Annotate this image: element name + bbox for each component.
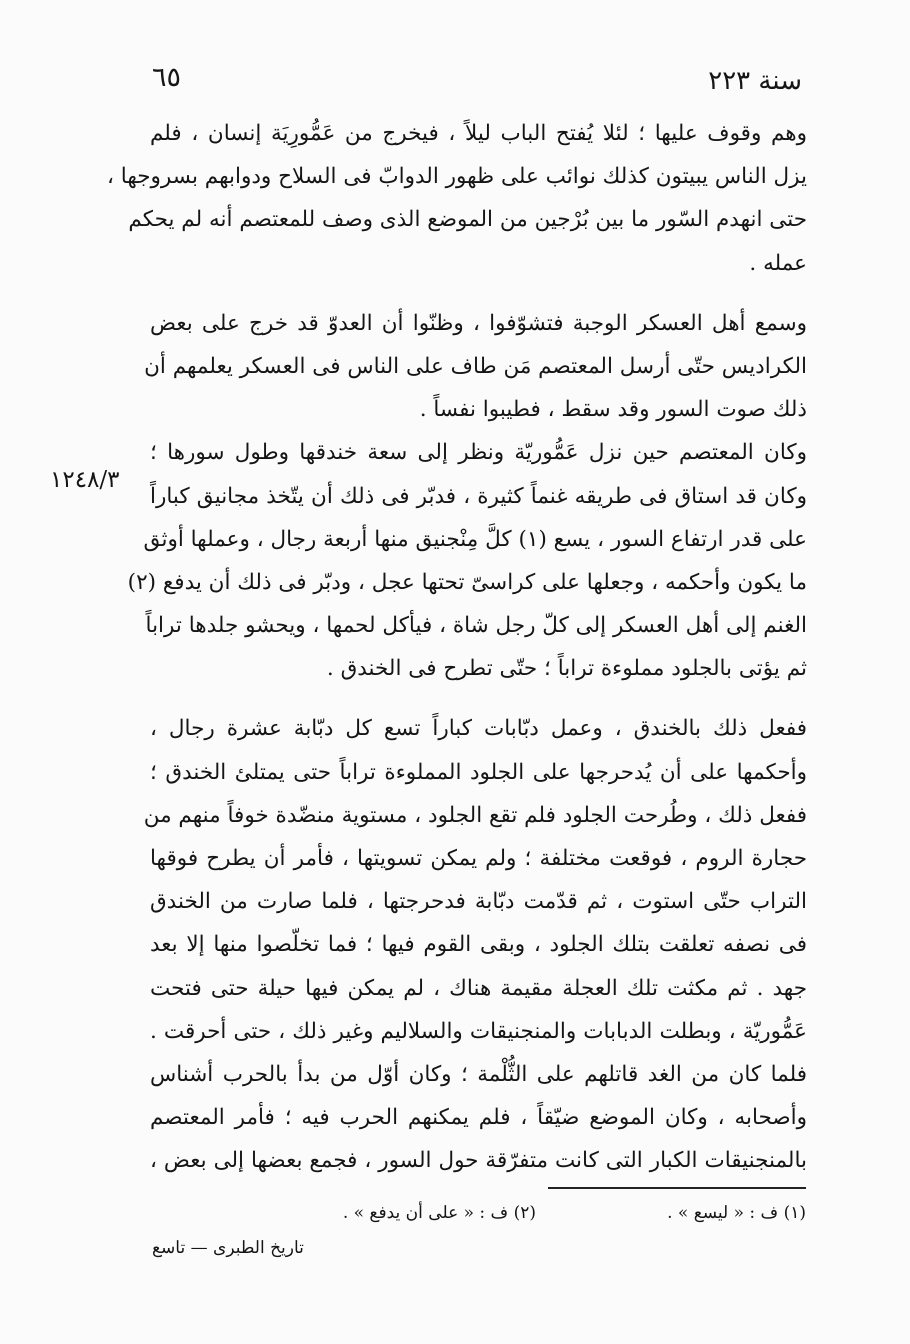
paragraph <box>107 112 807 285</box>
text-line: عَمُّوريّة ، وبطلت الدبابات والمنجنيقات والسلاليم وغير ذلك ، حتى أحرقت . <box>150 1018 807 1044</box>
signature-mark: تاريخ الطبرى — تاسع <box>152 1238 304 1258</box>
body-text <box>107 112 807 1183</box>
text-line: ما يكون وأحكمه ، وجعلها على كراسىّ تحتها عجل ، ودبّر فى ذلك أن يدفع (٢) <box>127 569 807 595</box>
text-line: ثم يؤتى بالجلود مملوءة تراباً ؛ حتّى تطرح فى الخندق . <box>326 656 807 682</box>
text-line: الكراديس حتّى أرسل المعتصم مَن طاف على الناس فى العسكر يعلمهم أن <box>144 353 807 379</box>
text-line: الغنم إلى أهل العسكر إلى كلّ رجل شاة ، فيأكل لحمها ، ويحشو جلدها تراباً <box>145 613 807 639</box>
text-line: ففعل ذلك ، وطُرحت الجلود فلم تقع الجلود ، مستوية منضّدة خوفاً منهم من <box>143 802 807 828</box>
text-line: وكان قد استاق فى طريقه غنماً كثيرة ، فدبّر فى ذلك أن يتّخذ مجانيق كباراً <box>150 483 807 509</box>
text-line: وهم وقوف عليها ؛ لئلا يُفتح الباب ليلاً ، فيخرج من عَمُّورِيَة إنسان ، فلم <box>150 121 807 146</box>
text-line: عمله . <box>749 250 807 276</box>
text-line: فلما كان من الغد قاتلهم على الثُّلْمة ؛ وكان أوّل من بدأ بالحرب أشناس <box>150 1061 807 1087</box>
text-line: ففعل ذلك بالخندق ، وعمل دبّابات كباراً تسع كل دبّابة عشرة رجال ، <box>150 716 807 742</box>
text-line: جهد . ثم مكثت تلك العجلة مقيمة هناك ، لم يمكن فيها حيلة حتى فتحت <box>150 975 807 1001</box>
text-line: حجارة الروم ، فوقعت مختلفة ؛ ولم يمكن تسويتها ، فأمر أن يطرح فوقها <box>150 846 807 871</box>
page-number: ٦٥ <box>152 62 182 93</box>
text-line: ذلك صوت السور وقد سقط ، فطيبوا نفساً . <box>419 397 807 423</box>
text-line: وأصحابه ، وكان الموضع ضيّقاً ، فلم يمكنهم الحرب فيه ؛ فأمر المعتصم <box>150 1105 807 1131</box>
text-line: يزل الناس يبيتون كذلك نوائب على ظهور الدوابّ فى السلاح ودوابهم بسروجها ، <box>107 164 807 190</box>
footnote-2: (٢) ف : « على أن يدفع » . <box>342 1203 536 1223</box>
year-header: سنة ٢٢٣ <box>708 66 802 96</box>
text-line: فى نصفه تعلقت بتلك الجلود ، وبقى القوم فيها ؛ فما تخلّصوا منها إلا بعد <box>150 932 807 958</box>
text-line: وأحكمها على أن يُدحرجها على الجلود المملوءة تراباً حتى يمتلئ الخندق ؛ <box>150 759 807 785</box>
paragraph <box>143 707 807 1053</box>
text-line: حتى انهدم السّور ما بين بُرْجين من الموضع الذى وصف للمعتصم أنه لم يحكم <box>128 207 807 233</box>
paragraph <box>150 1053 807 1183</box>
footnote-divider <box>548 1187 806 1189</box>
paragraph <box>144 302 807 432</box>
text-line: التراب حتّى استوت ، ثم قدّمت دبّابة فدحرجتها ، فلما صارت من الخندق <box>150 889 807 915</box>
paragraph <box>127 431 807 690</box>
text-line: وكان المعتصم حين نزل عَمُّوريّة ونظر إلى سعة خندقها وطول سورها ؛ <box>150 440 807 466</box>
text-line: بالمنجنيقات الكبار التى كانت متفرّقة حول السور ، فجمع بعضها إلى بعض ، <box>150 1148 807 1174</box>
margin-reference: ١٢٤٨/٣ <box>50 467 120 493</box>
footnote-1: (١) ف : « ليسع » . <box>667 1203 806 1223</box>
text-line: على قدر ارتفاع السور ، يسع (١) كلَّ مِنْجنيق منها أربعة رجال ، وعملها أوثق <box>143 526 807 552</box>
text-line: وسمع أهل العسكر الوجبة فتشوّفوا ، وظنّوا أن العدوّ قد خرج على بعض <box>150 310 807 336</box>
